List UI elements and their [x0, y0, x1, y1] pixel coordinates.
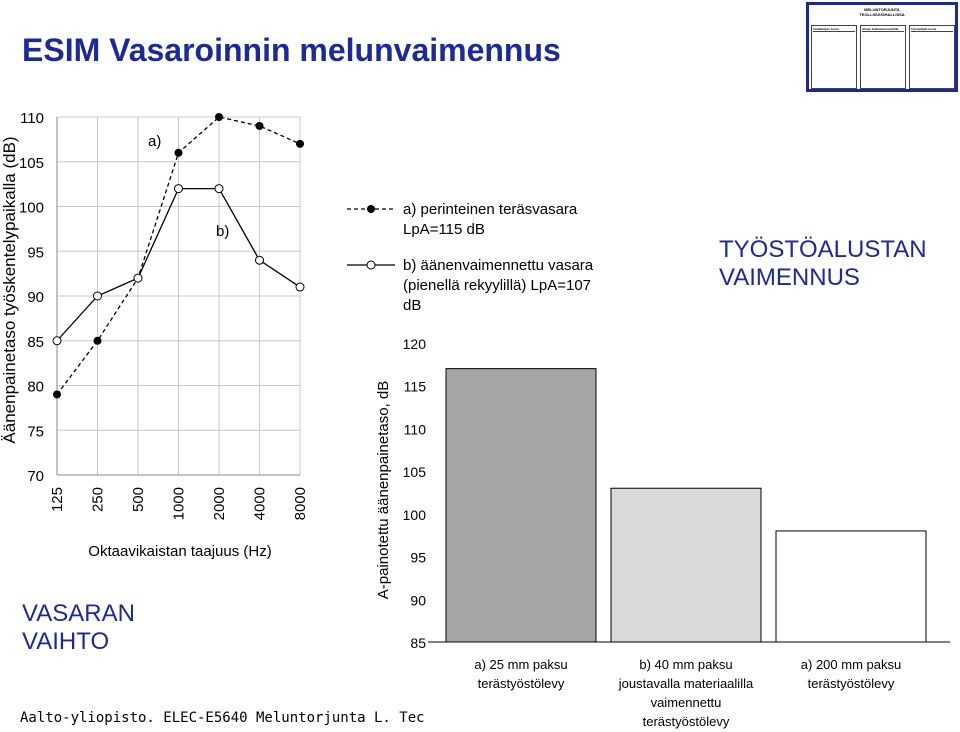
thumbnail-column: Työntekijän luona - — [909, 25, 955, 89]
line-chart-ylabel: Äänenpainetaso työskentelypaikalla (dB) — [0, 136, 19, 444]
line-chart-legend — [345, 195, 645, 325]
data-point-b — [215, 185, 223, 193]
data-point-b — [175, 185, 183, 193]
x-tick-label: 1000 — [170, 487, 188, 521]
data-point-b — [256, 256, 264, 264]
page-title: ESIM Vasaroinnin melunvaimennus — [22, 32, 561, 68]
legend-text-b-2: (pienellä rekyylillä) LpA=107 — [403, 277, 592, 294]
y-tick-label: 85 — [27, 333, 44, 351]
bar-chart-bars — [446, 369, 926, 642]
data-point-b — [53, 337, 61, 345]
y-tick-label: 90 — [27, 289, 44, 306]
data-point-a — [175, 149, 183, 157]
y-tick-label: 95 — [410, 549, 426, 566]
data-point-a — [256, 122, 264, 130]
y-tick-label: 105 — [18, 154, 44, 172]
x-tick-label: 125 — [49, 487, 66, 513]
y-tick-label: 110 — [403, 421, 426, 438]
bar-category-label-line: terästyöstölevy — [642, 714, 730, 729]
y-tick-label: 105 — [402, 464, 426, 481]
y-tick-label: 70 — [27, 468, 44, 485]
x-tick-label: 2000 — [211, 487, 228, 521]
data-point-b — [296, 283, 304, 291]
bar — [611, 488, 761, 642]
data-point-a — [53, 390, 61, 398]
y-tick-label: 75 — [27, 423, 44, 441]
bar-category-label-line: vaimennettu — [650, 695, 722, 710]
x-tick-label: 250 — [89, 487, 107, 513]
bar — [446, 369, 596, 642]
y-tick-label: 120 — [402, 336, 426, 352]
x-tick-label: 4000 — [251, 487, 269, 521]
bar-chart-y-ticks — [403, 336, 427, 651]
y-tick-label: 85 — [410, 635, 426, 651]
y-tick-label: 110 — [20, 110, 44, 127]
bar-category-label-line: a) 25 mm paksu — [474, 657, 568, 672]
bar-category-label-line: terästyöstölevy — [807, 676, 895, 691]
y-tick-label: 115 — [403, 378, 426, 395]
y-tick-label: 95 — [27, 244, 44, 262]
series-label-a: a) — [148, 133, 162, 150]
y-tick-label: 100 — [18, 199, 44, 217]
bar-category-label — [771, 655, 931, 693]
octave-band-line-chart — [0, 100, 330, 570]
right-caption: TYÖSTÖALUSTAN VAIMENNUS — [719, 236, 927, 291]
y-tick-label: 80 — [27, 378, 44, 396]
y-tick-label: 90 — [410, 592, 426, 609]
legend-text-a-2: LpA=115 dB — [403, 221, 485, 238]
thumbnail-column: Äänilähteen luona - — [811, 25, 857, 89]
line-chart-y-ticks — [19, 110, 44, 485]
data-point-b — [134, 274, 142, 282]
bar — [776, 531, 926, 642]
legend-text-b-3: dB — [403, 297, 422, 314]
bar-category-label-line: b) 40 mm paksu — [639, 657, 733, 672]
y-tick-label: 100 — [402, 506, 426, 523]
left-caption: VASARAN VAIHTO — [22, 600, 135, 655]
x-tick-label: 8000 — [292, 487, 309, 521]
worktable-bar-chart — [370, 330, 950, 660]
footer-text: Aalto-yliopisto. ELEC-E5640 Meluntorjunta L. Tec — [20, 710, 425, 726]
data-point-b — [94, 292, 102, 300]
thumbnail-title: MELUNTORJUNTA TEOLLISUUSHALLISSA — [859, 7, 905, 17]
data-point-a — [296, 140, 304, 148]
legend-marker-b — [367, 261, 375, 269]
data-point-a — [215, 113, 223, 121]
bar-category-label — [441, 655, 601, 693]
bar-category-label-line: joustavalla materiaalilla — [618, 676, 754, 691]
legend-marker-a — [367, 205, 375, 213]
series-label-b: b) — [216, 223, 230, 240]
x-tick-label: 500 — [130, 487, 147, 513]
legend-text-b-1: b) äänenvaimennettu vasara — [403, 257, 594, 274]
line-chart-x-ticks — [49, 487, 309, 520]
thumbnail-column: Äänen kulkeutumisreitillä - — [860, 25, 906, 89]
data-point-a — [94, 337, 102, 345]
line-chart-xlabel: Oktaavikaistan taajuus (Hz) — [88, 543, 272, 560]
legend-text-a-1: a) perinteinen teräsvasara — [403, 201, 578, 218]
bar-category-label-line: a) 200 mm paksu — [800, 657, 902, 672]
slide-thumbnail — [806, 2, 958, 92]
bar-chart-ylabel: A-painotettu äänenpainetaso, dB — [375, 380, 392, 600]
bar-category-label-line: terästyöstölevy — [477, 676, 565, 691]
bar-category-label — [606, 655, 766, 731]
